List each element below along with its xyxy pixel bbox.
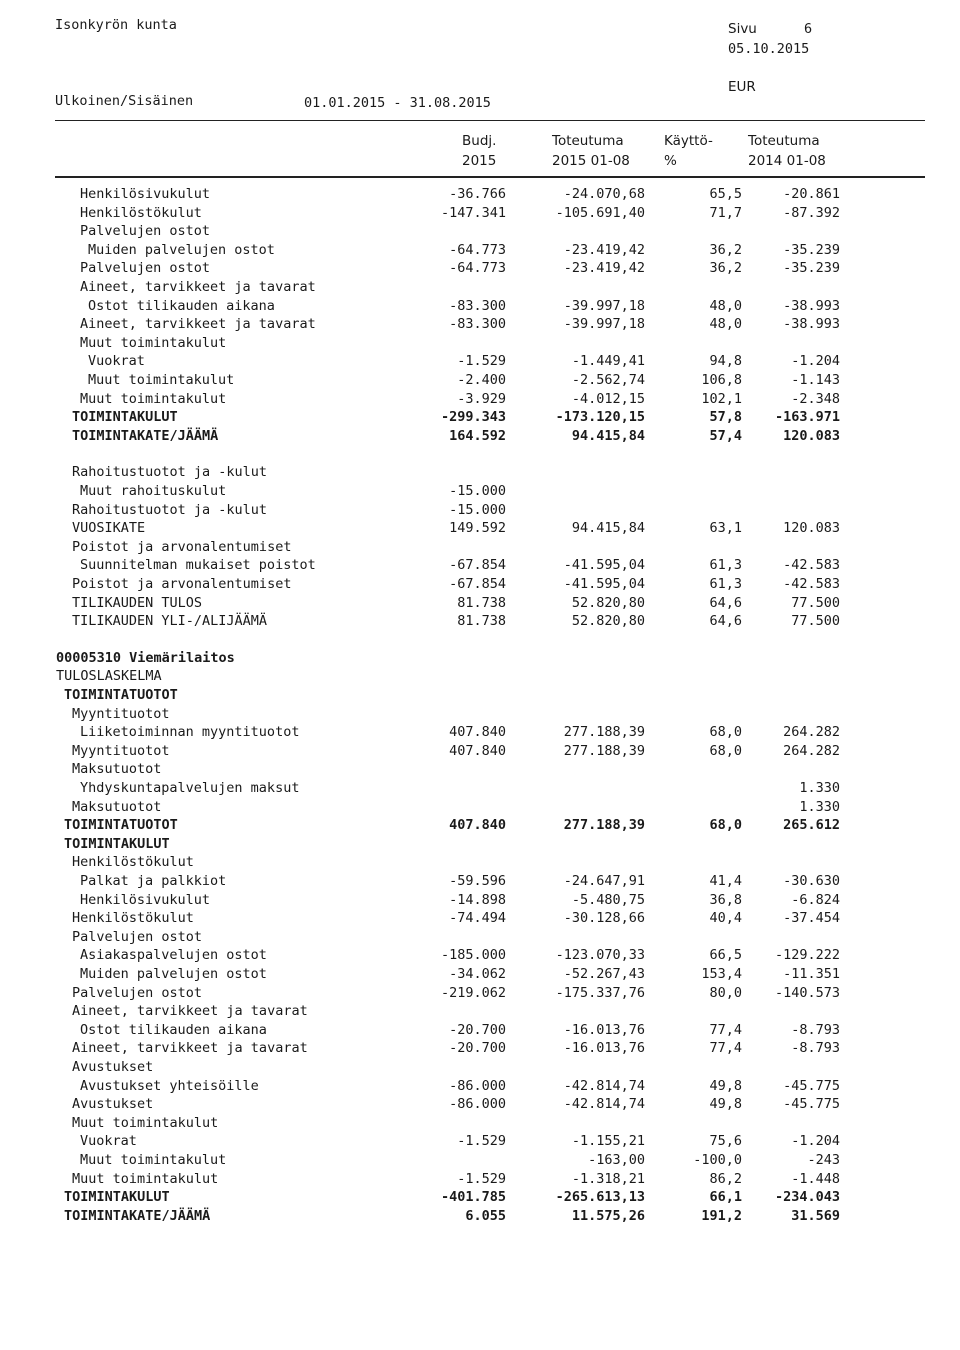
cell-usage: 94,8: [709, 353, 742, 370]
table-row: [0, 798, 960, 816]
col-budget-line2: 2015: [462, 153, 497, 169]
cell-budget: -83.300: [449, 297, 506, 314]
cell-prev: 31.569: [791, 1207, 840, 1224]
cell-budget: 407.840: [449, 724, 506, 741]
row-label: Henkilöstökulut: [72, 854, 194, 871]
cell-budget: -20.700: [449, 1021, 506, 1038]
row-label: Avustukset: [72, 1096, 154, 1113]
table-row: [0, 1058, 960, 1076]
cell-actual: -175.337,76: [555, 984, 645, 1001]
cell-usage: 48,0: [709, 297, 742, 314]
cell-prev: 120.083: [783, 520, 840, 537]
cell-actual: 52.820,80: [571, 613, 645, 630]
cell-prev: 77.500: [791, 613, 840, 630]
col-budget-line1: Budj.: [462, 133, 497, 149]
table-row: [0, 538, 960, 556]
table-row: [0, 779, 960, 797]
cell-usage: 75,6: [709, 1133, 742, 1150]
cell-usage: 68,0: [709, 742, 742, 759]
cell-usage: 49,8: [709, 1096, 742, 1113]
cell-prev: -45.775: [783, 1077, 840, 1094]
cell-prev: -163.971: [774, 409, 840, 426]
cell-budget: -15.000: [449, 501, 506, 518]
row-label: Muiden palvelujen ostot: [88, 241, 275, 258]
table-row: [0, 408, 960, 426]
cell-actual: -30.128,66: [563, 910, 645, 927]
table-row: [0, 1188, 960, 1206]
row-label: TOIMINTAKULUT: [64, 835, 170, 852]
cell-usage: -100,0: [693, 1152, 742, 1168]
table-row: [0, 723, 960, 741]
table-row: [0, 1095, 960, 1113]
col-usage-line2: %: [664, 153, 677, 169]
cell-prev: -1.448: [791, 1170, 840, 1187]
cell-actual: -16.013,76: [563, 1040, 645, 1057]
cell-budget: 81.738: [457, 594, 506, 611]
cell-actual: -41.595,04: [563, 576, 645, 592]
table-row: [0, 686, 960, 704]
cell-actual: 11.575,26: [571, 1207, 645, 1224]
cell-usage: 106,8: [701, 372, 742, 388]
cell-actual: -24.647,91: [563, 873, 645, 889]
cell-usage: 71,7: [709, 204, 742, 221]
cell-prev: -45.775: [783, 1096, 840, 1113]
table-row: [0, 1114, 960, 1132]
cell-usage: 40,4: [709, 910, 742, 927]
row-label: Palvelujen ostot: [72, 984, 203, 1001]
cell-budget: -36.766: [449, 186, 506, 202]
cell-actual: 94.415,84: [571, 520, 645, 537]
row-label: TILIKAUDEN TULOS: [72, 594, 203, 611]
row-label: Vuokrat: [88, 353, 145, 370]
page-number: 6: [804, 21, 813, 37]
cell-usage: 153,4: [701, 966, 742, 982]
cell-budget: -147.341: [440, 204, 506, 221]
table-row: [0, 928, 960, 946]
row-label: Poistot ja arvonalentumiset: [72, 538, 292, 555]
cell-actual: -4.012,15: [571, 390, 645, 407]
table-row: [0, 352, 960, 370]
row-label: VUOSIKATE: [72, 520, 146, 537]
table-row: [0, 872, 960, 890]
cell-budget: -83.300: [449, 316, 506, 333]
cell-usage: 102,1: [701, 390, 742, 407]
cell-budget: -64.773: [449, 241, 506, 258]
cell-budget: -64.773: [449, 260, 506, 277]
cell-usage: 68,0: [709, 724, 742, 741]
cell-actual: -173.120,15: [555, 409, 645, 426]
table-row: [0, 667, 960, 685]
table-row: [0, 891, 960, 909]
col-prev-line2: 2014 01-08: [748, 153, 826, 169]
row-label: Vuokrat: [80, 1133, 137, 1150]
table-row: [0, 742, 960, 760]
col-actual-line1: Toteutuma: [552, 133, 624, 149]
cell-prev: -140.573: [774, 984, 840, 1001]
col-usage-line1: Käyttö-: [664, 133, 713, 149]
cell-prev: -1.204: [791, 1133, 840, 1150]
cell-prev: -35.239: [783, 260, 840, 277]
cell-actual: -1.318,21: [571, 1170, 645, 1187]
row-label: TULOSLASKELMA: [56, 668, 162, 685]
cell-budget: -219.062: [440, 984, 506, 1001]
cell-actual: 277.188,39: [563, 724, 645, 741]
row-label: Palvelujen ostot: [80, 223, 211, 240]
cell-prev: -38.993: [783, 297, 840, 314]
cell-budget: -15.000: [449, 483, 506, 499]
table-row: [0, 204, 960, 222]
table-row: [0, 946, 960, 964]
row-label: Henkilöstökulut: [80, 204, 202, 221]
row-label: TOIMINTAKULUT: [64, 1189, 170, 1206]
cell-usage: 191,2: [701, 1207, 742, 1224]
row-label: Yhdyskuntapalvelujen maksut: [80, 780, 300, 796]
cell-budget: -14.898: [449, 891, 506, 908]
row-label: Maksutuotot: [72, 761, 162, 778]
cell-usage: 36,8: [709, 891, 742, 908]
cell-budget: -86.000: [449, 1077, 506, 1094]
cell-actual: -39.997,18: [563, 316, 645, 333]
row-label: Poistot ja arvonalentumiset: [72, 576, 292, 592]
table-row: [0, 278, 960, 296]
cell-actual: -42.814,74: [563, 1096, 645, 1113]
table-row: [0, 482, 960, 500]
cell-prev: -87.392: [783, 204, 840, 221]
cell-budget: -299.343: [440, 409, 506, 426]
table-row: [0, 1151, 960, 1169]
cell-actual: 52.820,80: [571, 594, 645, 611]
col-actual-line2: 2015 01-08: [552, 153, 630, 169]
cell-actual: 94.415,84: [571, 427, 645, 444]
row-label: Muut toimintakulut: [80, 390, 227, 407]
row-label: Asiakaspalvelujen ostot: [80, 947, 267, 964]
report-date: 05.10.2015: [728, 41, 810, 57]
cell-budget: -59.596: [449, 873, 506, 889]
cell-actual: -123.070,33: [555, 947, 645, 964]
cell-actual: -41.595,04: [563, 557, 645, 574]
cell-actual: -5.480,75: [571, 891, 645, 908]
table-row: [0, 984, 960, 1002]
row-label: Muut toimintakulut: [72, 1170, 219, 1187]
cell-budget: -34.062: [449, 966, 506, 982]
table-row: [0, 501, 960, 519]
row-label: Henkilöstökulut: [72, 910, 194, 927]
row-label: Suunnitelman mukaiset poistot: [80, 557, 316, 574]
row-label: TILIKAUDEN YLI-/ALIJÄÄMÄ: [72, 613, 268, 630]
row-label: Myyntituotot: [72, 705, 170, 722]
table-row: [0, 519, 960, 537]
row-label: Henkilösivukulut: [80, 186, 211, 202]
table-row: [0, 965, 960, 983]
cell-actual: -52.267,43: [563, 966, 645, 982]
cell-usage: 80,0: [709, 984, 742, 1001]
cell-budget: -86.000: [449, 1096, 506, 1113]
cell-prev: -35.239: [783, 241, 840, 258]
cell-usage: 41,4: [709, 873, 742, 889]
row-label: Rahoitustuotot ja -kulut: [72, 501, 268, 518]
row-label: Palvelujen ostot: [80, 260, 211, 277]
row-label: Muut toimintakulut: [80, 1152, 227, 1168]
cell-actual: -265.613,13: [555, 1189, 645, 1206]
table-row: [0, 816, 960, 834]
cell-prev: -42.583: [783, 576, 840, 592]
cell-budget: -1.529: [457, 353, 506, 370]
cell-budget: -2.400: [457, 372, 506, 388]
row-label: Muut toimintakulut: [88, 372, 235, 388]
table-row: [0, 909, 960, 927]
table-row: [0, 334, 960, 352]
cell-usage: 77,4: [709, 1021, 742, 1038]
cell-prev: -42.583: [783, 557, 840, 574]
cell-usage: 61,3: [709, 557, 742, 574]
table-row: [0, 760, 960, 778]
cell-budget: 407.840: [449, 742, 506, 759]
row-label: TOIMINTAKATE/JÄÄMÄ: [64, 1207, 211, 1224]
cell-actual: -163,00: [588, 1152, 645, 1168]
table-row: [0, 1002, 960, 1020]
table-row: [0, 371, 960, 389]
cell-budget: -3.929: [457, 390, 506, 407]
cell-usage: 64,6: [709, 594, 742, 611]
table-row: [0, 705, 960, 723]
report-period: 01.01.2015 - 31.08.2015: [304, 95, 491, 111]
cell-actual: -39.997,18: [563, 297, 645, 314]
cell-prev: -6.824: [791, 891, 840, 908]
row-label: Muut rahoituskulut: [80, 483, 227, 499]
row-label: TOIMINTATUOTOT: [64, 817, 178, 834]
table-row: [0, 315, 960, 333]
cell-budget: 149.592: [449, 520, 506, 537]
cell-prev: -37.454: [783, 910, 840, 927]
table-row: [0, 259, 960, 277]
cell-actual: -23.419,42: [563, 260, 645, 277]
row-label: Muiden palvelujen ostot: [80, 966, 267, 982]
table-row: [0, 649, 960, 667]
cell-usage: 64,6: [709, 613, 742, 630]
row-label: Ostot tilikauden aikana: [88, 297, 275, 314]
row-label: Palvelujen ostot: [72, 928, 203, 945]
row-label: Ostot tilikauden aikana: [80, 1021, 267, 1038]
cell-usage: 36,2: [709, 241, 742, 258]
row-label: Muut toimintakulut: [72, 1114, 219, 1131]
cell-usage: 66,1: [709, 1189, 742, 1206]
row-label: Henkilösivukulut: [80, 891, 211, 908]
cell-actual: 277.188,39: [563, 817, 645, 834]
cell-budget: -1.529: [457, 1133, 506, 1150]
cell-budget: -185.000: [440, 947, 506, 964]
cell-actual: -23.419,42: [563, 241, 645, 258]
cell-usage: 57,8: [709, 409, 742, 426]
cell-prev: -243: [807, 1152, 840, 1168]
cell-actual: -24.070,68: [563, 186, 645, 202]
report-scope: Ulkoinen/Sisäinen: [55, 93, 194, 109]
cell-usage: 63,1: [709, 520, 742, 537]
cell-usage: 68,0: [709, 817, 742, 834]
cell-budget: -401.785: [440, 1189, 506, 1206]
table-row: [0, 1077, 960, 1095]
cell-prev: 77.500: [791, 594, 840, 611]
row-label: Aineet, tarvikkeet ja tavarat: [80, 316, 316, 333]
row-label: TOIMINTATUOTOT: [64, 687, 178, 703]
cell-budget: -67.854: [449, 557, 506, 574]
cell-budget: -20.700: [449, 1040, 506, 1057]
table-row: [0, 241, 960, 259]
table-row: [0, 1170, 960, 1188]
cell-usage: 65,5: [709, 186, 742, 202]
table-row: [0, 612, 960, 630]
cell-prev: 120.083: [783, 427, 840, 444]
row-label: TOIMINTAKATE/JÄÄMÄ: [72, 427, 219, 444]
cell-prev: -11.351: [783, 966, 840, 982]
row-label: Avustukset: [72, 1059, 154, 1075]
row-label: Liiketoiminnan myyntituotot: [80, 724, 300, 741]
cell-usage: 49,8: [709, 1077, 742, 1094]
table-row: [0, 390, 960, 408]
cell-usage: 61,3: [709, 576, 742, 592]
table-row: [0, 575, 960, 593]
cell-actual: -16.013,76: [563, 1021, 645, 1038]
cell-prev: -2.348: [791, 390, 840, 407]
cell-actual: -105.691,40: [555, 204, 645, 221]
row-label: TOIMINTAKULUT: [72, 409, 178, 426]
cell-prev: -30.630: [783, 873, 840, 889]
table-row: [0, 222, 960, 240]
row-label: Aineet, tarvikkeet ja tavarat: [72, 1003, 308, 1020]
cell-prev: -1.143: [791, 372, 840, 388]
cell-prev: -20.861: [783, 186, 840, 202]
cell-usage: 57,4: [709, 427, 742, 444]
row-label: Maksutuotot: [72, 798, 162, 815]
table-row: [0, 594, 960, 612]
cell-actual: -1.155,21: [571, 1133, 645, 1150]
cell-budget: -1.529: [457, 1170, 506, 1187]
col-prev-line1: Toteutuma: [748, 133, 820, 149]
cell-usage: 36,2: [709, 260, 742, 277]
row-label: Muut toimintakulut: [80, 334, 227, 351]
row-label: Avustukset yhteisöille: [80, 1077, 259, 1094]
table-row: [0, 835, 960, 853]
row-label: Rahoitustuotot ja -kulut: [72, 464, 268, 481]
cell-budget: -74.494: [449, 910, 506, 927]
cell-usage: 77,4: [709, 1040, 742, 1057]
row-label: Aineet, tarvikkeet ja tavarat: [80, 279, 316, 295]
table-row: [0, 463, 960, 481]
table-row: [0, 297, 960, 315]
cell-usage: 86,2: [709, 1170, 742, 1187]
cell-prev: 265.612: [783, 817, 840, 834]
currency-label: EUR: [728, 79, 756, 95]
row-label: Palkat ja palkkiot: [80, 873, 227, 889]
table-row: [0, 1021, 960, 1039]
cell-prev: -234.043: [774, 1189, 840, 1206]
cell-prev: -1.204: [791, 353, 840, 370]
page-label: Sivu: [728, 21, 757, 37]
table-row: [0, 1039, 960, 1057]
cell-prev: -129.222: [774, 947, 840, 964]
cell-prev: -8.793: [791, 1021, 840, 1038]
org-name: Isonkyrön kunta: [55, 17, 177, 33]
row-label: Myyntituotot: [72, 742, 170, 759]
cell-budget: 164.592: [449, 427, 506, 444]
cell-actual: -1.449,41: [571, 353, 645, 370]
cell-actual: 277.188,39: [563, 742, 645, 759]
cell-actual: -2.562,74: [571, 372, 645, 388]
cell-budget: 407.840: [449, 817, 506, 834]
row-label: Aineet, tarvikkeet ja tavarat: [72, 1040, 308, 1057]
table-row: [0, 427, 960, 445]
table-row: [0, 1207, 960, 1225]
table-row: [0, 853, 960, 871]
row-label: 00005310 Viemärilaitos: [56, 649, 235, 666]
cell-budget: -67.854: [449, 576, 506, 592]
cell-prev: 1.330: [799, 780, 840, 796]
table-row: [0, 556, 960, 574]
table-row: [0, 1132, 960, 1150]
cell-prev: -8.793: [791, 1040, 840, 1057]
cell-prev: 264.282: [783, 724, 840, 741]
cell-usage: 66,5: [709, 947, 742, 964]
cell-prev: 1.330: [799, 798, 840, 815]
cell-prev: 264.282: [783, 742, 840, 759]
cell-prev: -38.993: [783, 316, 840, 333]
cell-budget: 81.738: [457, 613, 506, 630]
cell-actual: -42.814,74: [563, 1077, 645, 1094]
table-row: [0, 185, 960, 203]
cell-usage: 48,0: [709, 316, 742, 333]
cell-budget: 6.055: [465, 1207, 506, 1224]
